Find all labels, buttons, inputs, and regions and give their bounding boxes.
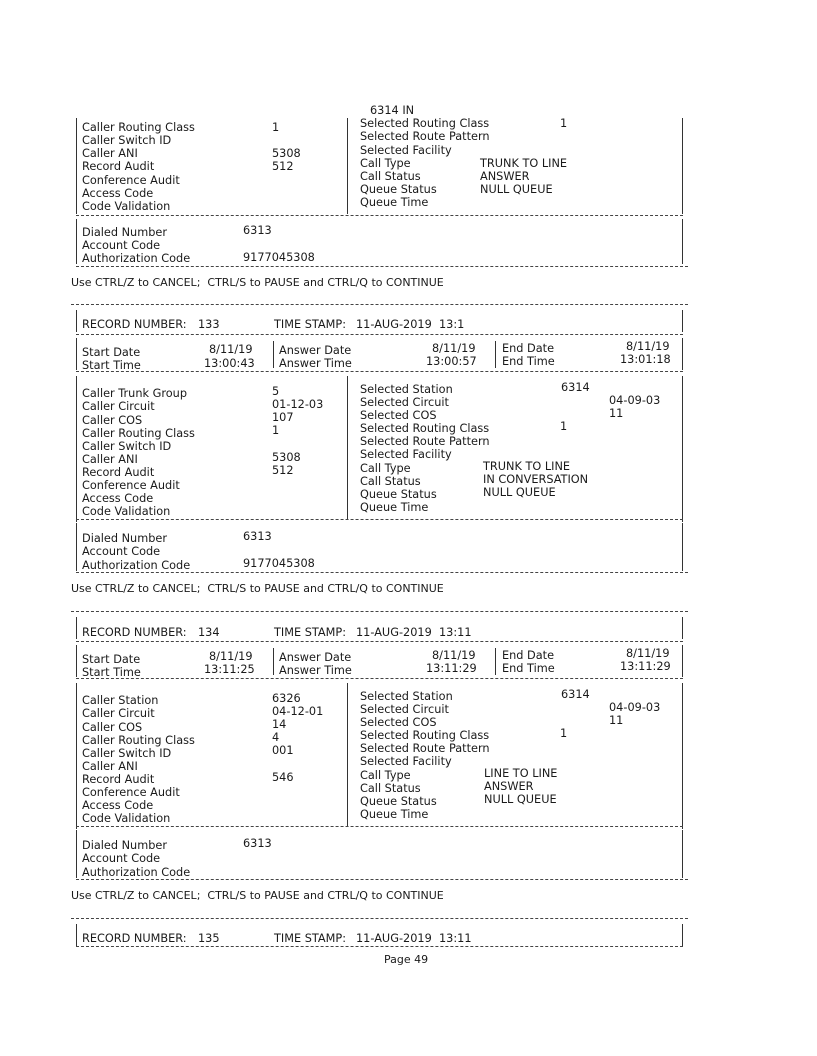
- column-divider: [347, 118, 348, 214]
- field-label: Call Type: [360, 769, 411, 782]
- field-label: Selected COS: [360, 716, 437, 729]
- column-divider: [495, 648, 496, 675]
- answer-date-label: Answer Date: [279, 344, 352, 357]
- end-date: 8/11/19: [626, 340, 670, 353]
- start-date: 8/11/19: [209, 650, 253, 663]
- end-date: 8/11/19: [626, 647, 670, 660]
- field-value: 6314: [561, 688, 590, 701]
- field-label: Code Validation: [82, 505, 171, 518]
- field-value: LINE TO LINE: [484, 767, 558, 780]
- answer-time-label: Answer Time: [279, 357, 352, 370]
- divider-line: [71, 918, 688, 919]
- right-border: [682, 118, 683, 214]
- field-value: 5308: [272, 147, 301, 160]
- column-divider: [273, 648, 274, 675]
- timestamp: 11-AUG-2019 13:11: [356, 626, 472, 639]
- field-label: Call Type: [360, 157, 411, 170]
- field-value: NULL QUEUE: [480, 183, 553, 196]
- field-label: Caller Routing Class: [82, 427, 195, 440]
- answer-date: 8/11/19: [432, 342, 476, 355]
- field-label: Caller ANI: [82, 147, 138, 160]
- field-value: TRUNK TO LINE: [480, 157, 568, 170]
- record-number: 135: [198, 932, 220, 945]
- divider-line: [76, 371, 683, 372]
- timestamp: 11-AUG-2019 13:1: [356, 318, 465, 331]
- field-value: ANSWER: [484, 780, 534, 793]
- left-border: [76, 924, 77, 946]
- field-label: Selected Route Pattern: [360, 130, 490, 143]
- left-border: [76, 617, 77, 639]
- start-time-label: Start Time: [82, 359, 141, 372]
- answer-date: 8/11/19: [432, 649, 476, 662]
- field-value: ANSWER: [480, 170, 530, 183]
- field-value: 6313: [243, 837, 272, 850]
- page-number: Page 49: [384, 953, 429, 966]
- left-border: [76, 645, 77, 677]
- field-label: Record Audit: [82, 160, 155, 173]
- field-label: Call Status: [360, 782, 421, 795]
- field-value: 4: [272, 731, 280, 744]
- record-number-label: RECORD NUMBER:: [82, 932, 187, 945]
- field-label: Call Status: [360, 475, 421, 488]
- start-date: 8/11/19: [209, 343, 253, 356]
- right-border: [682, 830, 683, 878]
- end-date-label: End Date: [502, 649, 555, 662]
- field-label: Selected Station: [360, 690, 453, 703]
- field-value: 04-09-03: [609, 394, 661, 407]
- field-value: 6313: [243, 530, 272, 543]
- timestamp-label: TIME STAMP:: [274, 932, 346, 945]
- divider-line: [76, 266, 688, 267]
- column-divider: [273, 341, 274, 368]
- field-label: Selected Circuit: [360, 703, 449, 716]
- divider-line: [76, 334, 683, 335]
- divider-line: [76, 826, 683, 827]
- field-label: Selected Facility: [360, 755, 452, 768]
- field-label: Queue Status: [360, 488, 437, 501]
- end-date-label: End Date: [502, 342, 555, 355]
- field-label: Caller Switch ID: [82, 440, 172, 453]
- field-value: 04-09-03: [609, 701, 661, 714]
- control-note: Use CTRL/Z to CANCEL; CTRL/S to PAUSE and CTRL/Q to CONTINUE: [71, 582, 444, 595]
- field-label: Dialed Number: [82, 226, 167, 239]
- start-time: 13:00:43: [204, 357, 255, 370]
- field-label: Selected Station: [360, 383, 453, 396]
- field-value: IN CONVERSATION: [483, 473, 589, 486]
- field-value: 6314: [561, 381, 590, 394]
- left-border: [76, 523, 77, 571]
- end-time-label: End Time: [502, 355, 555, 368]
- field-label: Selected Circuit: [360, 396, 449, 409]
- record-number: 133: [198, 318, 220, 331]
- field-label: Selected Route Pattern: [360, 742, 490, 755]
- divider-line: [76, 215, 683, 216]
- field-label: Conference Audit: [82, 479, 180, 492]
- field-label: Queue Time: [360, 501, 429, 514]
- field-label: Authorization Code: [82, 252, 191, 265]
- field-value: NULL QUEUE: [484, 793, 557, 806]
- divider-line: [76, 641, 683, 642]
- record-number-label: RECORD NUMBER:: [82, 626, 187, 639]
- field-value: TRUNK TO LINE: [483, 460, 571, 473]
- record-number: 134: [198, 626, 220, 639]
- divider-line: [71, 611, 688, 612]
- field-label: Code Validation: [82, 200, 171, 213]
- timestamp-label: TIME STAMP:: [274, 626, 346, 639]
- control-note: Use CTRL/Z to CANCEL; CTRL/S to PAUSE and CTRL/Q to CONTINUE: [71, 276, 444, 289]
- field-label: Caller Routing Class: [82, 121, 195, 134]
- field-label: Authorization Code: [82, 866, 191, 879]
- field-label: Caller Switch ID: [82, 134, 172, 147]
- right-border: [682, 683, 683, 829]
- left-border: [76, 683, 77, 829]
- record-number-label: RECORD NUMBER:: [82, 318, 187, 331]
- answer-date-label: Answer Date: [279, 651, 352, 664]
- field-label: Caller ANI: [82, 453, 138, 466]
- left-border: [76, 376, 77, 522]
- field-label: Access Code: [82, 187, 154, 200]
- left-border: [76, 338, 77, 370]
- field-label: Account Code: [82, 545, 161, 558]
- column-divider: [495, 341, 496, 368]
- field-value: 1: [560, 727, 568, 740]
- left-border: [76, 219, 77, 264]
- field-value: 9177045308: [243, 557, 315, 570]
- divider-line: [76, 879, 688, 880]
- start-date-label: Start Date: [82, 653, 141, 666]
- field-label: Call Status: [360, 170, 421, 183]
- right-border: [682, 924, 683, 946]
- field-value: 512: [272, 160, 294, 173]
- answer-time-label: Answer Time: [279, 664, 352, 677]
- field-label: Caller Station: [82, 694, 159, 707]
- continued-top-value: 6314 IN: [370, 104, 415, 117]
- left-border: [76, 118, 77, 214]
- right-border: [682, 617, 683, 639]
- field-label: Caller ANI: [82, 760, 138, 773]
- field-label: Queue Time: [360, 196, 429, 209]
- field-value: 9177045308: [243, 251, 315, 264]
- timestamp: 11-AUG-2019 13:11: [356, 932, 472, 945]
- answer-time: 13:11:29: [426, 662, 477, 675]
- divider-line: [76, 572, 688, 573]
- field-label: Account Code: [82, 852, 161, 865]
- left-border: [76, 310, 77, 332]
- field-label: Record Audit: [82, 466, 155, 479]
- field-label: Dialed Number: [82, 532, 167, 545]
- left-border: [76, 830, 77, 878]
- field-label: Selected Route Pattern: [360, 435, 490, 448]
- field-value: 512: [272, 464, 294, 477]
- divider-line: [76, 519, 683, 520]
- control-note: Use CTRL/Z to CANCEL; CTRL/S to PAUSE and CTRL/Q to CONTINUE: [71, 889, 444, 902]
- right-border: [682, 310, 683, 332]
- divider-line: [76, 946, 683, 947]
- field-label: Call Type: [360, 462, 411, 475]
- field-label: Conference Audit: [82, 786, 180, 799]
- field-label: Conference Audit: [82, 174, 180, 187]
- field-label: Access Code: [82, 799, 154, 812]
- field-value: 04-12-01: [272, 705, 324, 718]
- field-label: Caller Trunk Group: [82, 387, 188, 400]
- field-label: Caller Routing Class: [82, 734, 195, 747]
- field-label: Code Validation: [82, 812, 171, 825]
- field-label: Queue Status: [360, 795, 437, 808]
- field-label: Queue Status: [360, 183, 437, 196]
- field-value: 14: [272, 718, 287, 731]
- field-label: Selected Routing Class: [360, 117, 490, 130]
- right-border: [682, 219, 683, 264]
- field-label: Authorization Code: [82, 559, 191, 572]
- field-label: Caller Circuit: [82, 707, 155, 720]
- answer-time: 13:00:57: [426, 355, 477, 368]
- end-time: 13:01:18: [620, 353, 671, 366]
- field-value: 1: [272, 424, 280, 437]
- field-label: Record Audit: [82, 773, 155, 786]
- field-value: 546: [272, 771, 294, 784]
- field-label: Caller Switch ID: [82, 747, 172, 760]
- right-border: [682, 523, 683, 571]
- field-label: Dialed Number: [82, 839, 167, 852]
- start-date-label: Start Date: [82, 346, 141, 359]
- field-label: Caller Circuit: [82, 400, 155, 413]
- field-label: Account Code: [82, 239, 161, 252]
- column-divider: [347, 683, 348, 827]
- field-value: 1: [560, 117, 568, 130]
- field-label: Selected COS: [360, 409, 437, 422]
- field-value: NULL QUEUE: [483, 486, 556, 499]
- right-border: [682, 338, 683, 370]
- divider-line: [71, 304, 688, 305]
- field-value: 6313: [243, 224, 272, 237]
- right-border: [682, 645, 683, 677]
- field-label: Selected Routing Class: [360, 729, 490, 742]
- field-value: 6326: [272, 692, 301, 705]
- field-value: 1: [560, 420, 568, 433]
- divider-line: [76, 678, 683, 679]
- field-label: Queue Time: [360, 808, 429, 821]
- field-value: 5308: [272, 451, 301, 464]
- field-label: Access Code: [82, 492, 154, 505]
- end-time: 13:11:29: [620, 660, 671, 673]
- field-value: 001: [272, 744, 294, 757]
- field-label: Caller COS: [82, 414, 143, 427]
- field-label: Caller COS: [82, 721, 143, 734]
- start-time-label: Start Time: [82, 666, 141, 679]
- field-label: Selected Routing Class: [360, 422, 490, 435]
- field-value: 5: [272, 385, 280, 398]
- field-value: 11: [609, 407, 624, 420]
- field-value: 11: [609, 714, 624, 727]
- timestamp-label: TIME STAMP:: [274, 318, 346, 331]
- start-time: 13:11:25: [204, 663, 255, 676]
- field-value: 1: [272, 121, 280, 134]
- field-label: Selected Facility: [360, 144, 452, 157]
- field-value: 01-12-03: [272, 398, 324, 411]
- column-divider: [347, 376, 348, 520]
- right-border: [682, 376, 683, 522]
- field-value: 107: [272, 411, 294, 424]
- field-label: Selected Facility: [360, 448, 452, 461]
- end-time-label: End Time: [502, 662, 555, 675]
